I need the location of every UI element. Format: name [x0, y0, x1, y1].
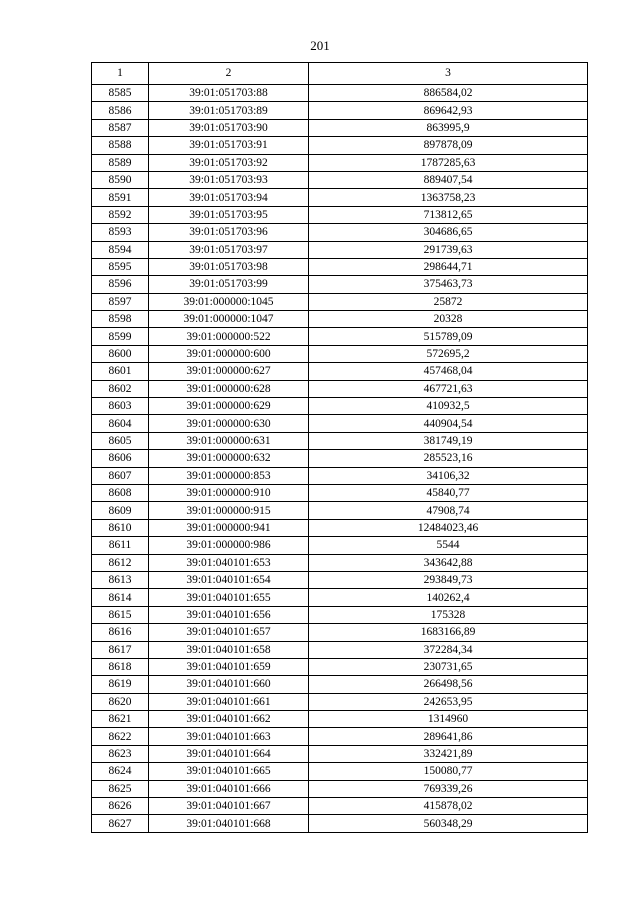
table-row [92, 137, 588, 154]
cadastral-number-cell: 39:01:040101:666 [149, 780, 309, 797]
value-cell: 34106,32 [309, 467, 588, 484]
table-row [92, 450, 588, 467]
table-row [92, 224, 588, 241]
row-number-cell: 8606 [92, 450, 149, 467]
value-cell: 769339,26 [309, 780, 588, 797]
cadastral-number-cell: 39:01:000000:630 [149, 415, 309, 432]
table-row [92, 641, 588, 658]
table-row [92, 571, 588, 588]
cadastral-number-cell: 39:01:000000:986 [149, 537, 309, 554]
row-number-cell: 8588 [92, 137, 149, 154]
row-number-cell: 8608 [92, 484, 149, 501]
cadastral-number-cell: 39:01:000000:631 [149, 432, 309, 449]
row-number-cell: 8623 [92, 745, 149, 762]
cadastral-number-cell: 39:01:051703:92 [149, 154, 309, 171]
value-cell: 1314960 [309, 711, 588, 728]
cadastral-number-cell: 39:01:051703:88 [149, 85, 309, 102]
cadastral-number-cell: 39:01:040101:662 [149, 711, 309, 728]
value-cell: 889407,54 [309, 171, 588, 188]
row-number-cell: 8597 [92, 293, 149, 310]
value-cell: 869642,93 [309, 102, 588, 119]
row-number-cell: 8590 [92, 171, 149, 188]
cadastral-number-cell: 39:01:000000:941 [149, 519, 309, 536]
row-number-cell: 8620 [92, 693, 149, 710]
table-row [92, 815, 588, 832]
value-cell: 47908,74 [309, 502, 588, 519]
table-row [92, 85, 588, 102]
table-row [92, 606, 588, 623]
row-number-cell: 8585 [92, 85, 149, 102]
cadastral-number-cell: 39:01:000000:910 [149, 484, 309, 501]
table-row [92, 119, 588, 136]
cadastral-number-cell: 39:01:000000:632 [149, 450, 309, 467]
row-number-cell: 8601 [92, 363, 149, 380]
cadastral-number-cell: 39:01:051703:96 [149, 224, 309, 241]
value-cell: 304686,65 [309, 224, 588, 241]
value-cell: 266498,56 [309, 676, 588, 693]
value-cell: 415878,02 [309, 798, 588, 815]
cadastral-number-cell: 39:01:040101:665 [149, 763, 309, 780]
value-cell: 440904,54 [309, 415, 588, 432]
row-number-cell: 8611 [92, 537, 149, 554]
value-cell: 175328 [309, 606, 588, 623]
page-number: 201 [310, 38, 330, 53]
row-number-cell: 8610 [92, 519, 149, 536]
row-number-cell: 8596 [92, 276, 149, 293]
row-number-cell: 8625 [92, 780, 149, 797]
value-cell: 372284,34 [309, 641, 588, 658]
cadastral-number-cell: 39:01:000000:1047 [149, 311, 309, 328]
cadastral-number-cell: 39:01:040101:655 [149, 589, 309, 606]
cadastral-number-cell: 39:01:000000:600 [149, 345, 309, 362]
value-cell: 375463,73 [309, 276, 588, 293]
cadastral-number-cell: 39:01:040101:663 [149, 728, 309, 745]
table-row [92, 658, 588, 675]
row-number-cell: 8599 [92, 328, 149, 345]
table-row [92, 432, 588, 449]
cadastral-number-cell: 39:01:040101:660 [149, 676, 309, 693]
value-cell: 140262,4 [309, 589, 588, 606]
table-row [92, 537, 588, 554]
value-cell: 20328 [309, 311, 588, 328]
value-cell: 467721,63 [309, 380, 588, 397]
value-cell: 293849,73 [309, 571, 588, 588]
cadastral-number-cell: 39:01:000000:627 [149, 363, 309, 380]
row-number-cell: 8605 [92, 432, 149, 449]
table-row [92, 780, 588, 797]
value-cell: 515789,09 [309, 328, 588, 345]
cadastral-number-cell: 39:01:051703:94 [149, 189, 309, 206]
table-row [92, 728, 588, 745]
value-cell: 242653,95 [309, 693, 588, 710]
value-cell: 1787285,63 [309, 154, 588, 171]
value-cell: 45840,77 [309, 484, 588, 501]
cadastral-number-cell: 39:01:040101:653 [149, 554, 309, 571]
table-body [92, 85, 588, 833]
cadastral-number-cell: 39:01:040101:656 [149, 606, 309, 623]
table-row [92, 258, 588, 275]
value-cell: 285523,16 [309, 450, 588, 467]
cadastral-number-cell: 39:01:000000:628 [149, 380, 309, 397]
table-row [92, 345, 588, 362]
value-cell: 289641,86 [309, 728, 588, 745]
table-row [92, 171, 588, 188]
table-row [92, 711, 588, 728]
row-number-cell: 8589 [92, 154, 149, 171]
column-header-3: 3 [309, 63, 588, 85]
cadastral-number-cell: 39:01:040101:661 [149, 693, 309, 710]
table-row [92, 311, 588, 328]
row-number-cell: 8619 [92, 676, 149, 693]
table-row [92, 398, 588, 415]
value-cell: 1363758,23 [309, 189, 588, 206]
row-number-cell: 8587 [92, 119, 149, 136]
cadastral-number-cell: 39:01:051703:97 [149, 241, 309, 258]
cadastral-number-cell: 39:01:040101:667 [149, 798, 309, 815]
row-number-cell: 8595 [92, 258, 149, 275]
table-header [92, 63, 588, 85]
row-number-cell: 8602 [92, 380, 149, 397]
cadastral-number-cell: 39:01:051703:89 [149, 102, 309, 119]
table-row [92, 380, 588, 397]
table-row [92, 206, 588, 223]
cadastral-number-cell: 39:01:051703:90 [149, 119, 309, 136]
cadastral-number-cell: 39:01:000000:522 [149, 328, 309, 345]
row-number-cell: 8613 [92, 571, 149, 588]
cadastral-number-cell: 39:01:000000:853 [149, 467, 309, 484]
row-number-cell: 8600 [92, 345, 149, 362]
column-header-1: 1 [92, 63, 149, 85]
value-cell: 291739,63 [309, 241, 588, 258]
table-row [92, 241, 588, 258]
value-cell: 713812,65 [309, 206, 588, 223]
table-row [92, 328, 588, 345]
value-cell: 457468,04 [309, 363, 588, 380]
table-row [92, 415, 588, 432]
cadastral-number-cell: 39:01:000000:629 [149, 398, 309, 415]
value-cell: 381749,19 [309, 432, 588, 449]
row-number-cell: 8622 [92, 728, 149, 745]
row-number-cell: 8612 [92, 554, 149, 571]
row-number-cell: 8593 [92, 224, 149, 241]
table-row [92, 676, 588, 693]
cadastral-number-cell: 39:01:040101:664 [149, 745, 309, 762]
row-number-cell: 8598 [92, 311, 149, 328]
table-row [92, 467, 588, 484]
row-number-cell: 8615 [92, 606, 149, 623]
table-row [92, 363, 588, 380]
row-number-cell: 8592 [92, 206, 149, 223]
table-row [92, 102, 588, 119]
value-cell: 343642,88 [309, 554, 588, 571]
row-number-cell: 8624 [92, 763, 149, 780]
row-number-cell: 8586 [92, 102, 149, 119]
table-row [92, 693, 588, 710]
cadastral-number-cell: 39:01:051703:93 [149, 171, 309, 188]
row-number-cell: 8618 [92, 658, 149, 675]
cadastral-number-cell: 39:01:040101:659 [149, 658, 309, 675]
cadastral-number-cell: 39:01:000000:915 [149, 502, 309, 519]
table-row [92, 293, 588, 310]
table-row [92, 189, 588, 206]
row-number-cell: 8603 [92, 398, 149, 415]
value-cell: 12484023,46 [309, 519, 588, 536]
data-table [91, 62, 588, 833]
cadastral-number-cell: 39:01:000000:1045 [149, 293, 309, 310]
cadastral-number-cell: 39:01:051703:91 [149, 137, 309, 154]
table-row [92, 624, 588, 641]
table-row [92, 589, 588, 606]
table-row [92, 798, 588, 815]
table-row [92, 554, 588, 571]
value-cell: 897878,09 [309, 137, 588, 154]
value-cell: 410932,5 [309, 398, 588, 415]
table-row [92, 154, 588, 171]
cadastral-number-cell: 39:01:040101:668 [149, 815, 309, 832]
row-number-cell: 8627 [92, 815, 149, 832]
row-number-cell: 8609 [92, 502, 149, 519]
value-cell: 886584,02 [309, 85, 588, 102]
value-cell: 5544 [309, 537, 588, 554]
table-row [92, 763, 588, 780]
table-row [92, 745, 588, 762]
value-cell: 1683166,89 [309, 624, 588, 641]
row-number-cell: 8591 [92, 189, 149, 206]
cadastral-number-cell: 39:01:051703:95 [149, 206, 309, 223]
value-cell: 230731,65 [309, 658, 588, 675]
row-number-cell: 8607 [92, 467, 149, 484]
value-cell: 560348,29 [309, 815, 588, 832]
row-number-cell: 8616 [92, 624, 149, 641]
row-number-cell: 8626 [92, 798, 149, 815]
table-row [92, 519, 588, 536]
value-cell: 150080,77 [309, 763, 588, 780]
value-cell: 298644,71 [309, 258, 588, 275]
cadastral-number-cell: 39:01:040101:657 [149, 624, 309, 641]
cadastral-number-cell: 39:01:051703:99 [149, 276, 309, 293]
row-number-cell: 8621 [92, 711, 149, 728]
cadastral-number-cell: 39:01:051703:98 [149, 258, 309, 275]
row-number-cell: 8614 [92, 589, 149, 606]
column-header-2: 2 [149, 63, 309, 85]
row-number-cell: 8594 [92, 241, 149, 258]
table-row [92, 502, 588, 519]
header-row [92, 63, 588, 85]
value-cell: 25872 [309, 293, 588, 310]
value-cell: 863995,9 [309, 119, 588, 136]
value-cell: 332421,89 [309, 745, 588, 762]
row-number-cell: 8604 [92, 415, 149, 432]
cadastral-number-cell: 39:01:040101:654 [149, 571, 309, 588]
table-row [92, 276, 588, 293]
row-number-cell: 8617 [92, 641, 149, 658]
value-cell: 572695,2 [309, 345, 588, 362]
table-row [92, 484, 588, 501]
cadastral-number-cell: 39:01:040101:658 [149, 641, 309, 658]
